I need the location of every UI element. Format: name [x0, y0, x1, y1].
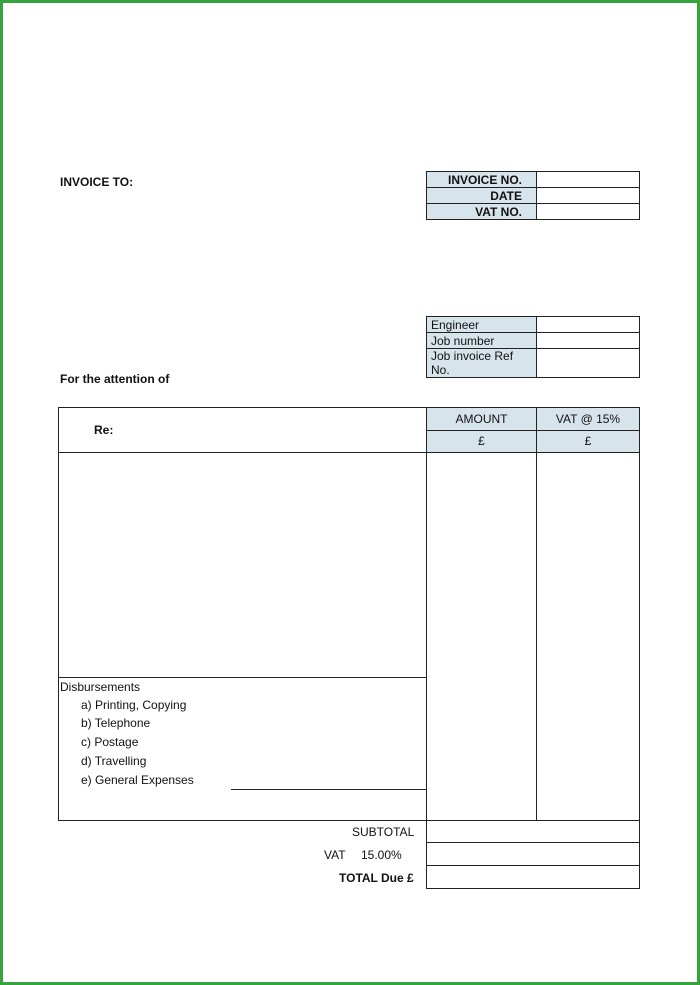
vat-header: VAT @ 15% — [537, 408, 639, 430]
amount-header: AMOUNT — [427, 408, 536, 430]
date-label: DATE — [427, 188, 537, 204]
vat-total-field[interactable] — [426, 842, 640, 866]
amount-column-divider — [426, 407, 427, 821]
job-ref-field[interactable] — [537, 349, 640, 378]
disbursements-title: Disbursements — [60, 680, 141, 694]
amount-currency: £ — [427, 431, 536, 452]
disbursements-divider — [58, 677, 426, 678]
attention-label: For the attention of — [60, 372, 170, 386]
job-ref-label: Job invoice Ref No. — [427, 349, 537, 378]
description-area[interactable] — [60, 455, 424, 675]
invoice-no-row — [427, 172, 640, 188]
disbursement-item: e) General Expenses — [81, 773, 194, 787]
subtotal-label: SUBTOTAL — [352, 825, 415, 839]
job-number-label: Job number — [427, 333, 537, 349]
vat-no-field[interactable] — [537, 204, 640, 220]
vat-currency: £ — [537, 431, 639, 452]
date-field[interactable] — [537, 188, 640, 204]
job-meta-table — [426, 316, 640, 378]
job-ref-row — [427, 349, 640, 378]
invoice-meta-table — [426, 171, 640, 220]
disbursement-underline — [231, 789, 426, 790]
disbursement-item: c) Postage — [81, 735, 139, 749]
invoice-no-field[interactable] — [537, 172, 640, 188]
vat-column-divider — [536, 407, 537, 821]
engineer-field[interactable] — [537, 317, 640, 333]
engineer-label: Engineer — [427, 317, 537, 333]
vat-no-row — [427, 204, 640, 220]
re-row-divider — [58, 452, 640, 453]
job-number-row — [427, 333, 640, 349]
re-label: Re: — [94, 423, 114, 437]
total-due-field[interactable] — [426, 865, 640, 889]
total-due-label: TOTAL Due £ — [339, 871, 414, 885]
invoice-no-label: INVOICE NO. — [427, 172, 537, 188]
job-number-field[interactable] — [537, 333, 640, 349]
vat-total-label: VAT — [324, 848, 346, 862]
vat-rate: 15.00% — [361, 848, 402, 862]
disbursement-item: b) Telephone — [81, 716, 151, 730]
date-row — [427, 188, 640, 204]
vat-no-label: VAT NO. — [427, 204, 537, 220]
disbursement-item: a) Printing, Copying — [81, 698, 187, 712]
disbursement-item: d) Travelling — [81, 754, 147, 768]
subtotal-field[interactable] — [426, 820, 640, 843]
invoice-to-label: INVOICE TO: — [60, 175, 134, 189]
engineer-row — [427, 317, 640, 333]
